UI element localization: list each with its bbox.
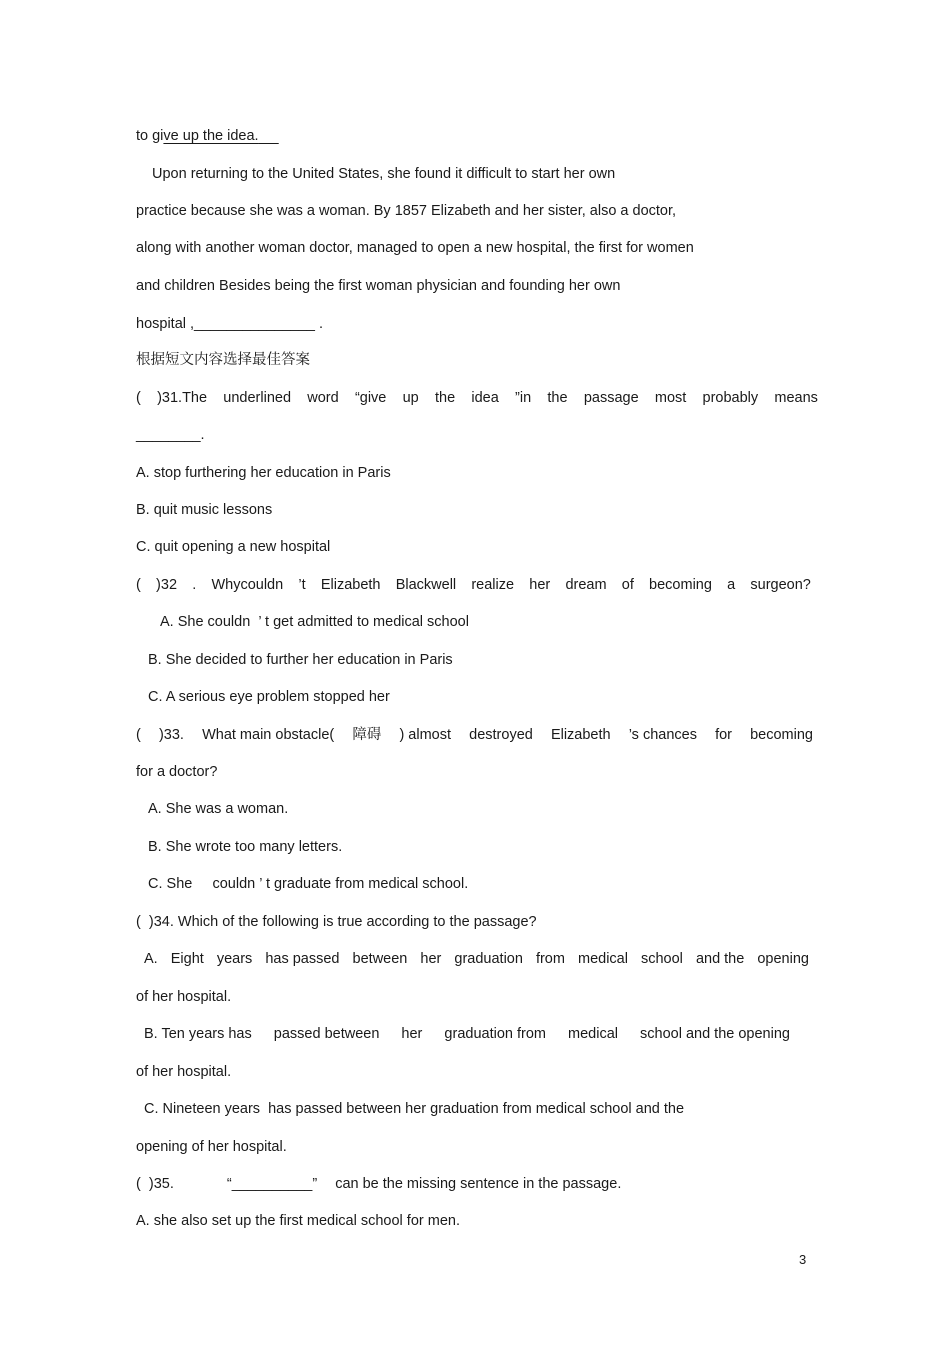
instruction: 根据短文内容选择最佳答案 [136, 352, 310, 368]
question-34-option-c-cont: opening of her hospital. [136, 1139, 287, 1155]
question-33-option-c: C. She couldn ’ t graduate from medical school. [148, 876, 469, 892]
question-31-option-a: A. stop furthering her education in Paris [136, 465, 391, 481]
question-33-stem-cont: for a doctor? [136, 764, 218, 780]
question-33-option-b: B. She wrote too many letters. [148, 839, 343, 855]
question-32-option-c: C. A serious eye problem stopped her [148, 689, 390, 705]
question-31-option-c: C. quit opening a new hospital [136, 539, 331, 555]
page-number: 3 [799, 1252, 807, 1267]
question-31-stem: ( )31.The underlined word “give up the idea ”in the passage most probably means [136, 390, 818, 406]
passage-line-1: Upon returning to the United States, she found it difficult to start her own [152, 166, 616, 182]
passage-line-5: hospital ,_______________ . [136, 316, 324, 332]
question-32-stem: ( )32 . Whycouldn ’t Elizabeth Blackwell realize her dream of becoming a surgeon? [136, 577, 811, 593]
question-34-stem: ( )34. Which of the following is true according to the passage? [136, 914, 537, 930]
passage-line-4: and children Besides being the first woman physician and founding her own [136, 278, 621, 294]
question-34-option-b-cont: of her hospital. [136, 1064, 232, 1080]
question-35-option-a: A. she also set up the first medical school for men. [136, 1213, 460, 1229]
question-34-option-b: B. Ten years has passed between her graduation from medical school and the opening [144, 1026, 790, 1042]
question-35-stem: ( )35. “__________” can be the missing sentence in the passage. [136, 1176, 622, 1192]
question-32-option-a: A. She couldn ’ t get admitted to medical school [160, 614, 469, 630]
question-34-option-a-cont: of her hospital. [136, 989, 232, 1005]
question-33-stem: ( )33. What main obstacle( 障碍 ) almost destroyed Elizabeth ’s chances for becoming [136, 727, 813, 743]
question-33-option-a: A. She was a woman. [148, 801, 289, 817]
question-34-option-c: C. Nineteen years has passed between her graduation from medical school and the [144, 1101, 685, 1117]
question-31-option-b: B. quit music lessons [136, 502, 273, 518]
passage-line-3: along with another woman doctor, managed to open a new hospital, the first for women [136, 240, 694, 256]
question-32-option-b: B. She decided to further her education in Paris [148, 652, 453, 668]
passage-line-2: practice because she was a woman. By 1857 Elizabeth and her sister, also a doctor, [136, 203, 677, 219]
question-34-option-a: A. Eight years has passed between her graduation from medical school and the opening [144, 951, 809, 967]
question-31-blank: ________. [136, 427, 205, 443]
passage-line-0: to give up the idea. [136, 128, 259, 144]
underlined-phrase: ve up the idea. [163, 128, 259, 144]
